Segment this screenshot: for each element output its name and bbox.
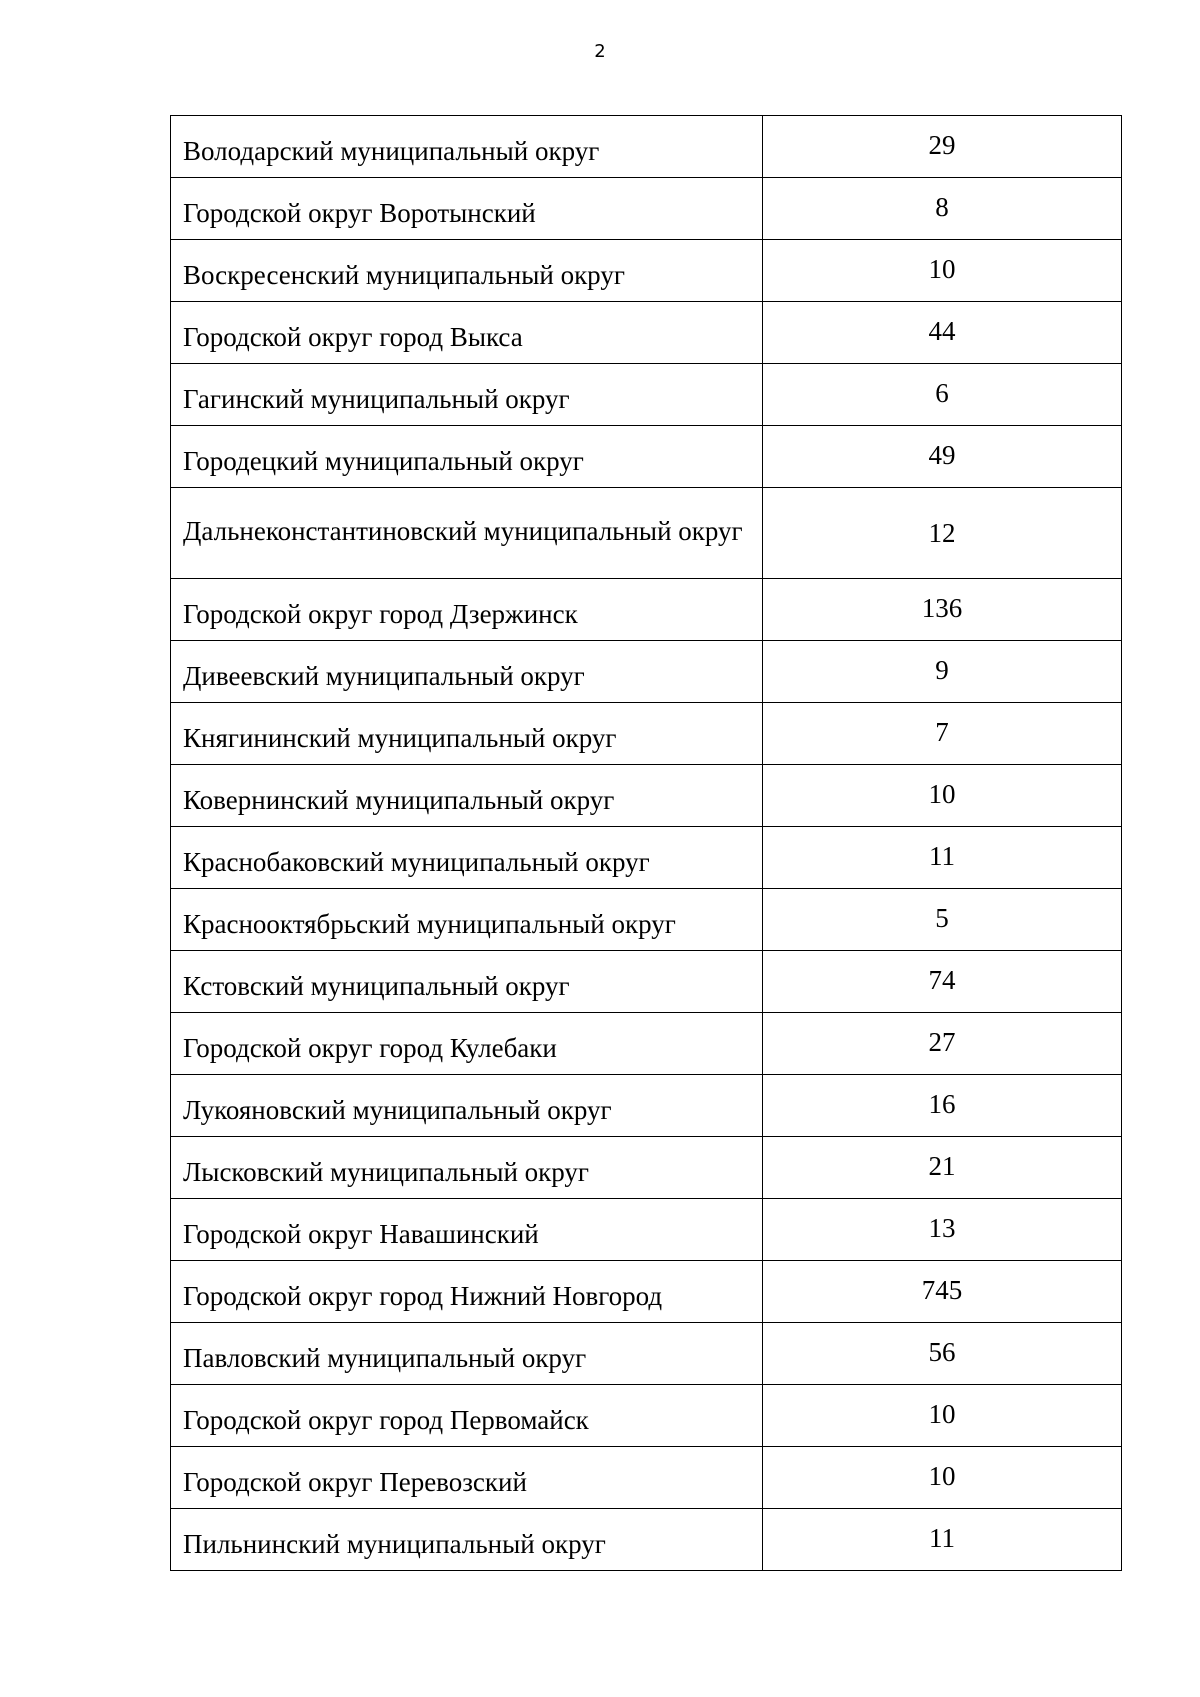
- municipality-name: Городской округ город Нижний Новгород: [171, 1261, 763, 1323]
- table-row: [171, 1075, 1122, 1137]
- page-number: 2: [594, 41, 606, 62]
- table-row: [171, 703, 1122, 765]
- table-row: [171, 1137, 1122, 1199]
- table-row: [171, 1199, 1122, 1261]
- municipality-value: 8: [763, 178, 1122, 240]
- municipality-name: Городской округ Воротынский: [171, 178, 763, 240]
- table-row: [171, 364, 1122, 426]
- municipality-value: 10: [763, 1385, 1122, 1447]
- table-row: [171, 1447, 1122, 1509]
- municipality-value: 10: [763, 1447, 1122, 1509]
- municipality-name: Пильнинский муниципальный округ: [171, 1509, 763, 1571]
- municipality-value: 27: [763, 1013, 1122, 1075]
- municipality-name: Городской округ город Выкса: [171, 302, 763, 364]
- municipality-name: Городской округ Навашинский: [171, 1199, 763, 1261]
- municipality-value: 10: [763, 240, 1122, 302]
- table-row: [171, 889, 1122, 951]
- municipality-name: Городецкий муниципальный округ: [171, 426, 763, 488]
- municipality-value: 21: [763, 1137, 1122, 1199]
- municipality-value: 13: [763, 1199, 1122, 1261]
- municipality-name: Городской округ город Кулебаки: [171, 1013, 763, 1075]
- municipality-name: Лукояновский муниципальный округ: [171, 1075, 763, 1137]
- municipality-value: 5: [763, 889, 1122, 951]
- table-row: [171, 1261, 1122, 1323]
- municipality-value: 136: [763, 579, 1122, 641]
- municipality-table: [170, 115, 1122, 1571]
- municipality-name: Володарский муниципальный округ: [171, 116, 763, 178]
- municipality-name: Ковернинский муниципальный округ: [171, 765, 763, 827]
- municipality-name: Гагинский муниципальный округ: [171, 364, 763, 426]
- table-row: [171, 1509, 1122, 1571]
- table-row: [171, 765, 1122, 827]
- municipality-value: 49: [763, 426, 1122, 488]
- municipality-value: 56: [763, 1323, 1122, 1385]
- table-row: [171, 1323, 1122, 1385]
- municipality-value: 74: [763, 951, 1122, 1013]
- table-row: [171, 1385, 1122, 1447]
- municipality-value: 9: [763, 641, 1122, 703]
- municipality-value: 12: [763, 488, 1122, 579]
- municipality-value: 745: [763, 1261, 1122, 1323]
- municipality-name: Городской округ Перевозский: [171, 1447, 763, 1509]
- table-row: [171, 240, 1122, 302]
- municipality-value: 11: [763, 827, 1122, 889]
- municipality-name: Павловский муниципальный округ: [171, 1323, 763, 1385]
- table-row: [171, 116, 1122, 178]
- municipality-name: Городской округ город Первомайск: [171, 1385, 763, 1447]
- municipality-value: 11: [763, 1509, 1122, 1571]
- table-row: [171, 827, 1122, 889]
- municipality-name: Княгининский муниципальный округ: [171, 703, 763, 765]
- table-row: [171, 426, 1122, 488]
- table-row: [171, 641, 1122, 703]
- municipality-name: Дивеевский муниципальный округ: [171, 641, 763, 703]
- table-row: [171, 178, 1122, 240]
- municipality-name: Краснобаковский муниципальный округ: [171, 827, 763, 889]
- municipality-name: Городской округ город Дзержинск: [171, 579, 763, 641]
- municipality-value: 16: [763, 1075, 1122, 1137]
- municipality-value: 10: [763, 765, 1122, 827]
- table-row: [171, 951, 1122, 1013]
- table-row: [171, 579, 1122, 641]
- table-row: [171, 302, 1122, 364]
- table-row: [171, 488, 1122, 579]
- table-row: [171, 1013, 1122, 1075]
- municipality-value: 44: [763, 302, 1122, 364]
- municipality-value: 29: [763, 116, 1122, 178]
- municipality-name: Кстовский муниципальный округ: [171, 951, 763, 1013]
- municipality-value: 6: [763, 364, 1122, 426]
- municipality-name: Воскресенский муниципальный округ: [171, 240, 763, 302]
- municipality-name: Дальнеконстантиновский муниципальный округ: [171, 488, 763, 579]
- municipality-name: Лысковский муниципальный округ: [171, 1137, 763, 1199]
- municipality-value: 7: [763, 703, 1122, 765]
- municipality-name: Краснооктябрьский муниципальный округ: [171, 889, 763, 951]
